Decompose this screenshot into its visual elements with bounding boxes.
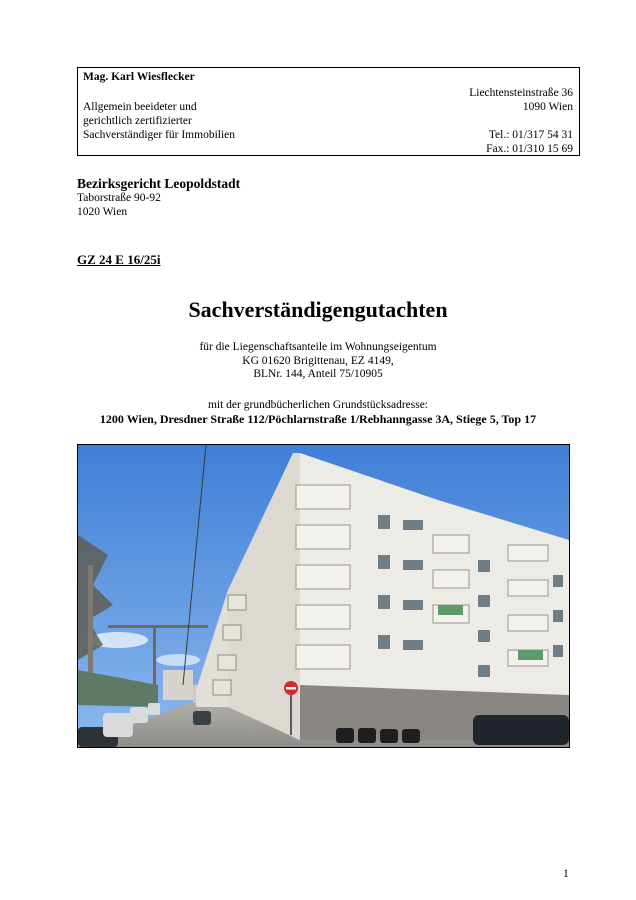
address-intro: mit der grundbücherlichen Grundstücksadresse: bbox=[207, 399, 429, 411]
court-address-block bbox=[77, 176, 240, 219]
expert-fax: Fax.: 01/310 15 69 bbox=[486, 143, 573, 155]
expert-title-line2: gerichtlich zertifizierter bbox=[83, 115, 192, 127]
page-number: 1 bbox=[563, 868, 569, 880]
description-line3: BLNr. 144, Anteil 75/10905 bbox=[253, 368, 383, 380]
document-title: Sachverständigengutachten bbox=[188, 297, 448, 322]
expert-name: Mag. Karl Wiesflecker bbox=[83, 71, 195, 83]
court-city: 1020 Wien bbox=[77, 205, 128, 218]
court-name: Bezirksgericht Leopoldstadt bbox=[77, 176, 241, 191]
expert-city: 1090 Wien bbox=[522, 101, 573, 113]
court-street: Taborstraße 90-92 bbox=[77, 192, 161, 204]
expert-header-box bbox=[77, 67, 580, 156]
property-description bbox=[0, 341, 636, 382]
expert-title-line1: Allgemein beeideter und bbox=[83, 101, 197, 113]
expert-phone: Tel.: 01/317 54 31 bbox=[488, 129, 573, 141]
description-line2: KG 01620 Brigittenau, EZ 4149, bbox=[242, 354, 394, 367]
property-address: 1200 Wien, Dresdner Straße 112/Pöchlarnstraße 1/Rebhanngasse 3A, Stiege 5, Top 17 bbox=[99, 412, 537, 426]
expert-street: Liechtensteinstraße 36 bbox=[469, 87, 573, 99]
description-line1: für die Liegenschaftsanteile im Wohnungseigentum bbox=[199, 341, 437, 353]
building-photo bbox=[77, 444, 570, 748]
expert-title-line3: Sachverständiger für Immobilien bbox=[83, 129, 236, 141]
case-number: GZ 24 E 16/25i bbox=[77, 252, 161, 267]
